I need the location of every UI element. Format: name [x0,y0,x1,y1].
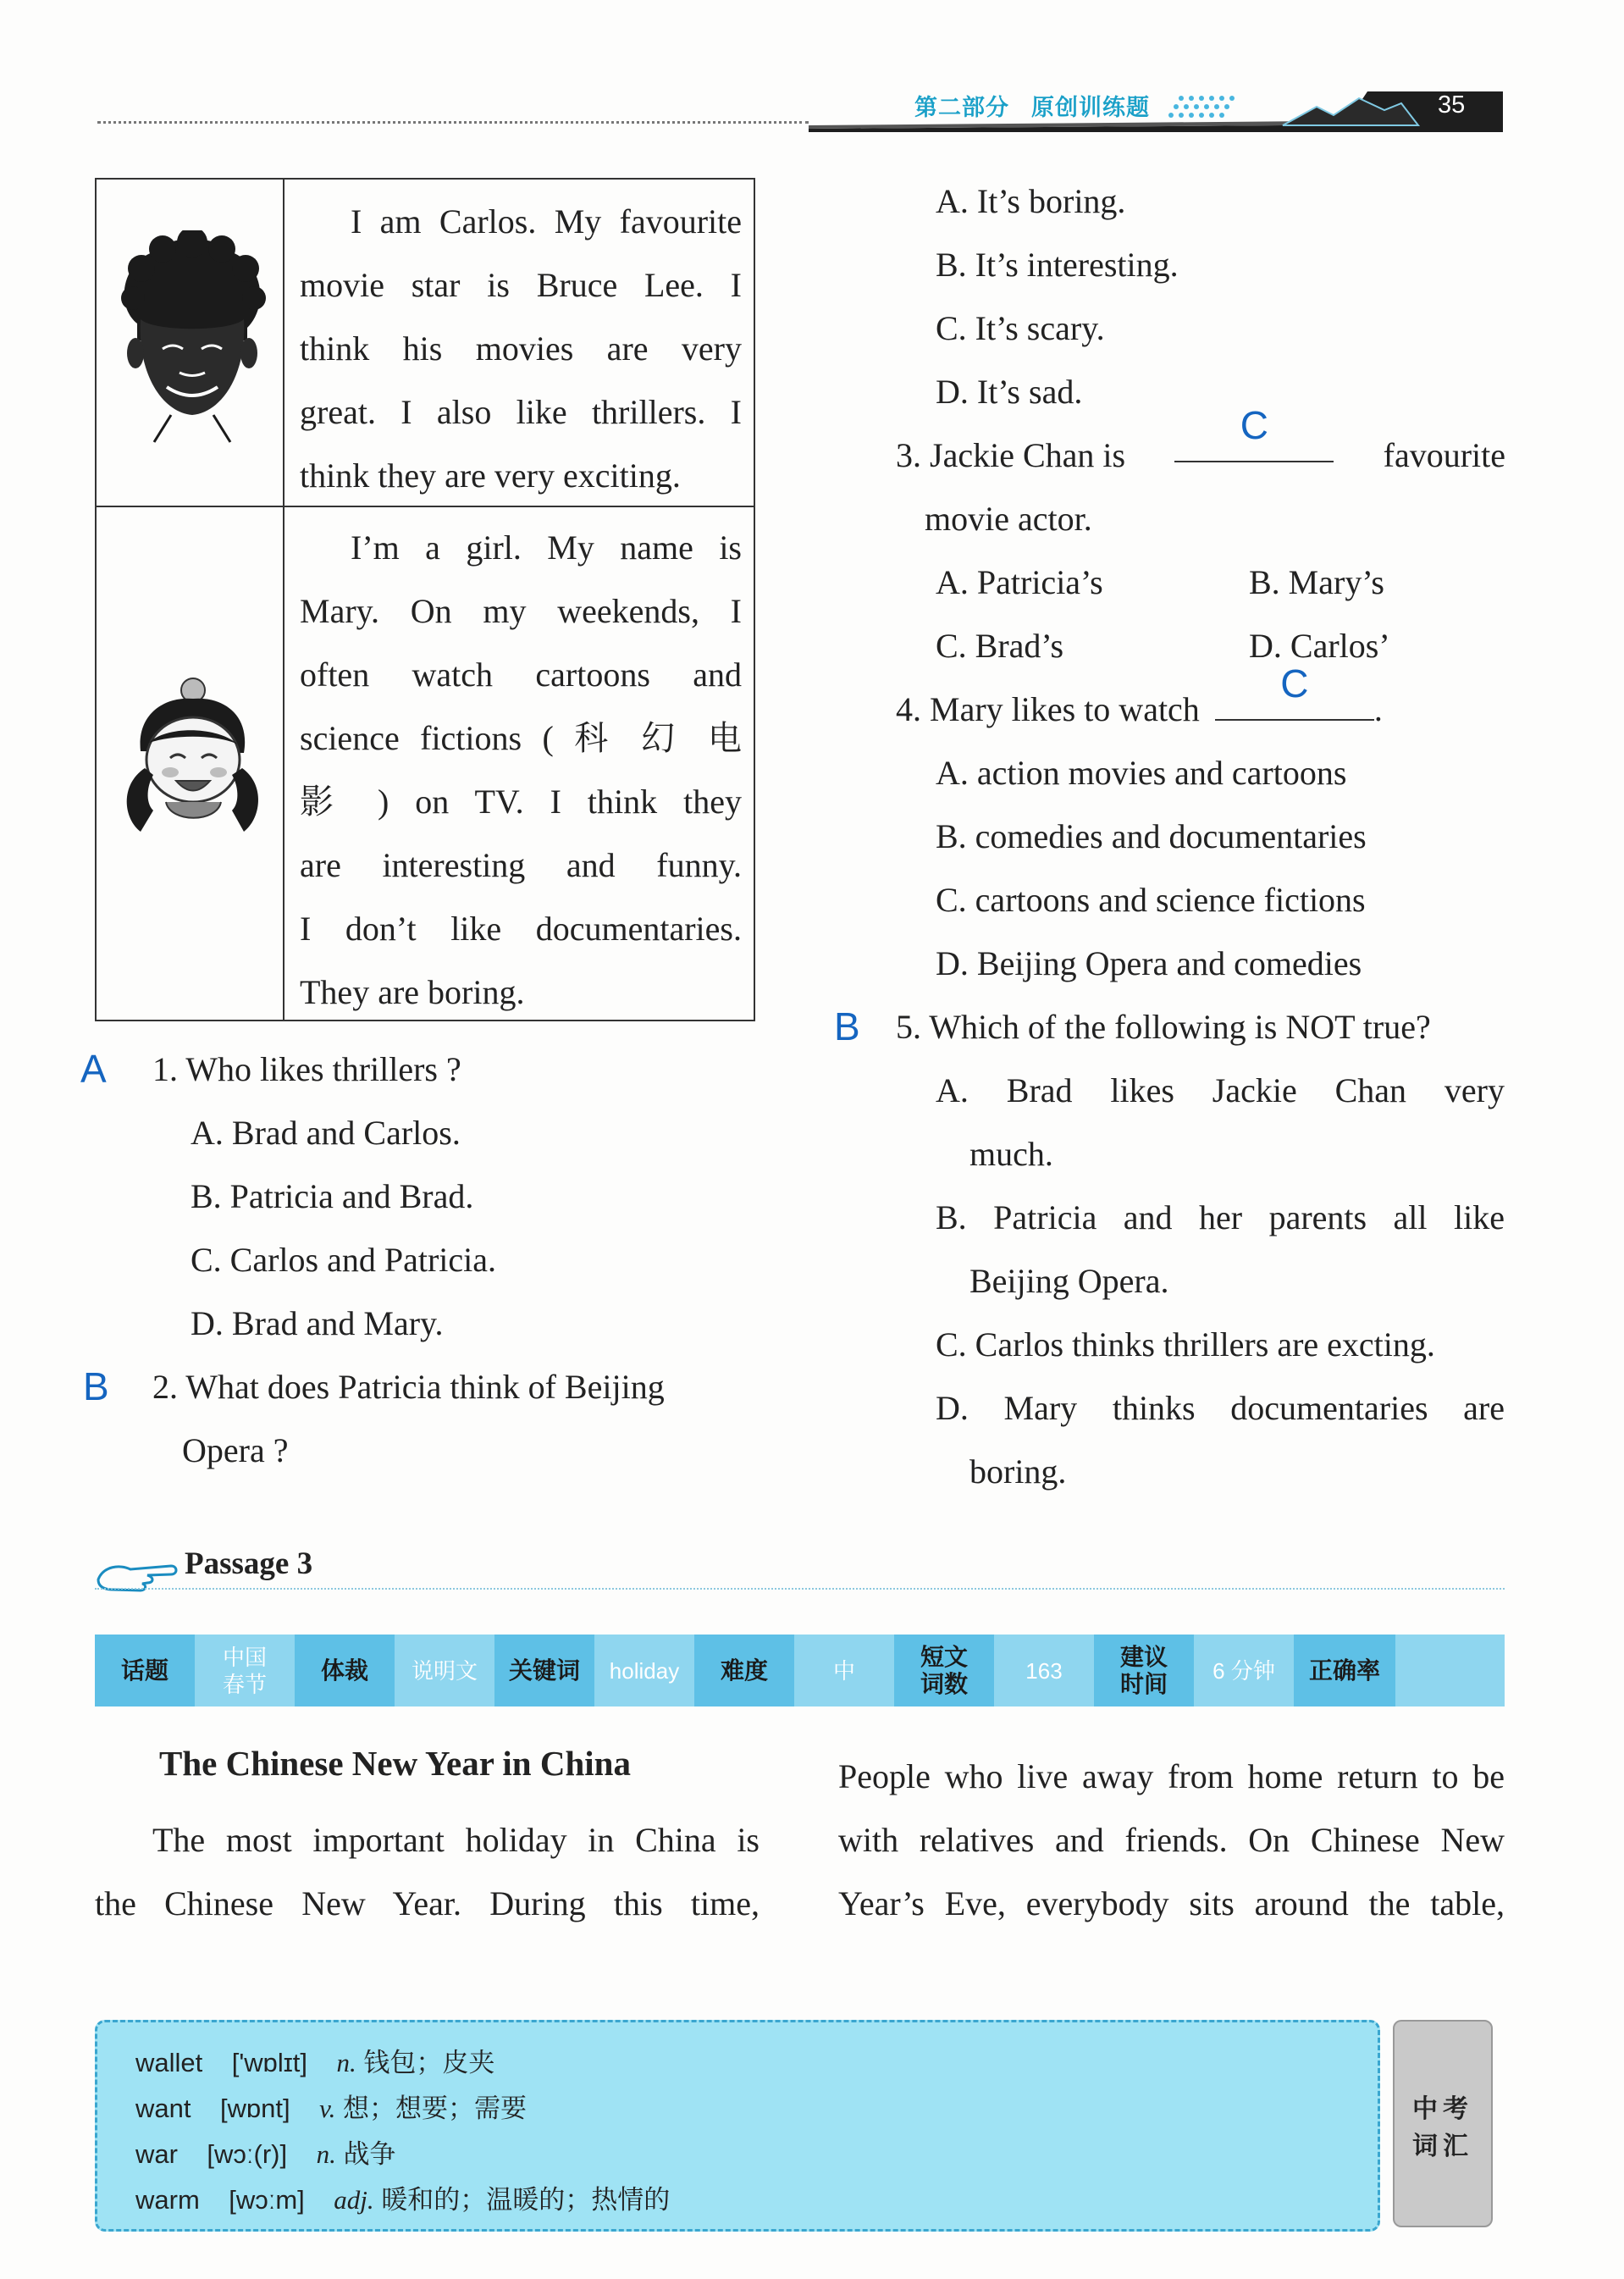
mary-text [300,516,742,1024]
text-line: are interesting and funny. [300,846,742,884]
story-table [95,178,755,1021]
q1-option-a: A. Brad and Carlos. [191,1114,461,1152]
vocab-tab-line2: 词汇 [1412,2132,1473,2161]
header-section: 第二部分 [914,95,1009,120]
vocab-word: warm [135,2185,200,2215]
difficulty-value: 中 [832,1657,855,1684]
article-left-column [95,1808,760,1935]
vocab-def: 战争 [343,2139,396,2170]
q3-stem-before: 3. Jackie Chan is [896,436,1126,474]
article-line: the Chinese New Year. During this time, [95,1884,760,1922]
text-line: think his movies are very [300,329,742,368]
q4-option-c: C. cartoons and science fictions [936,881,1366,919]
article-title: The Chinese New Year in China [159,1744,631,1783]
q5-option-a: A. Brad likes Jackie Chan very [936,1071,1505,1109]
q2-option-c: C. It’s scary. [936,309,1105,347]
text-line: often watch cartoons and [300,655,742,694]
vocab-def: 想；想要；需要 [342,2094,527,2124]
q3-option-a: A. Patricia’s [936,563,1103,601]
article-line: Year’s Eve, everybody sits around the table, [838,1884,1505,1922]
q5-option-d-cont: boring. [969,1452,1067,1491]
passage-label: Passage 3 [185,1546,313,1581]
text-line: think they are very exciting. [300,456,681,495]
topic-value [195,1635,295,1706]
article-line: with relatives and friends. On Chinese New [838,1821,1505,1859]
q5-answer: B [834,1004,860,1048]
vocab-def: 暖和的；温暖的；热情的 [381,2185,671,2215]
text-line: great. I also like thrillers. I [300,393,742,431]
keyword-value: holiday [609,1657,680,1684]
passage-dotted-rule [95,1588,1505,1590]
q2-stem-line2: Opera ? [182,1431,289,1469]
vocab-pos: n. [316,2139,336,2169]
q4-stem [896,661,1383,741]
keyword-label: 关键词 [494,1635,594,1706]
vocab-item [135,2087,527,2131]
q3-fill: C [1240,403,1268,447]
q3-stem-line2: movie actor. [925,500,1092,538]
text-line: I am Carlos. My favourite [351,202,742,241]
mary-illustration [115,675,268,844]
text-line: I don’t like documentaries. [300,910,742,948]
time-label [1094,1635,1194,1706]
q5-option-d: D. Mary thinks documentaries are [936,1389,1505,1427]
text-line: Mary. On my weekends, I [300,592,742,630]
vocab-tab-line1: 中考 [1412,2094,1473,2124]
q4-fill: C [1280,661,1309,705]
vocab-word: war [135,2139,178,2169]
header-subtitle: 原创训练题 [1031,95,1150,120]
vocab-word: want [135,2094,191,2123]
q2-option-b: B. It’s interesting. [936,246,1179,284]
q5-stem: 5. Which of the following is NOT true? [896,1008,1431,1046]
q1-stem: 1. Who likes thrillers ? [152,1050,461,1088]
carlos-text [300,190,742,507]
q5-option-c: C. Carlos thinks thrillers are excting. [936,1325,1435,1364]
vocab-item [135,2041,494,2085]
vocab-item [135,2132,395,2177]
accuracy-value [1395,1635,1505,1706]
time-label-line1: 建议 [1119,1643,1168,1670]
word-count-label [894,1635,994,1706]
topic-value-line1: 中国 [222,1644,267,1670]
vocab-word: wallet [135,2048,203,2077]
time-value: 6 分钟 [1212,1657,1275,1684]
carlos-illustration [112,230,273,451]
q4-stem-before: 4. Mary likes to watch [896,690,1200,728]
q5-option-b-cont: Beijing Opera. [969,1262,1169,1300]
text-line: They are boring. [300,973,525,1011]
q4-option-a: A. action movies and cartoons [936,754,1347,792]
header-dotted-rule [97,121,809,124]
text-line: 影 ) on TV. I think they [300,783,742,821]
vocab-item [135,2178,670,2222]
q2-stem-line1: 2. What does Patricia think of Beijing [152,1368,665,1406]
vocab-pos: v. [319,2094,336,2123]
vocab-pos: adj. [334,2185,374,2215]
q5-option-b: B. Patricia and her parents all like [936,1198,1505,1236]
topic-label: 话题 [95,1635,195,1706]
article-right-column [838,1745,1505,1935]
vocab-def: 钱包；皮夹 [363,2048,495,2078]
q2-option-d: D. It’s sad. [936,373,1083,411]
vocab-pos: n. [336,2048,356,2077]
header-section-title [914,89,1172,122]
q3-blank [1174,403,1334,462]
q4-option-b: B. comedies and documentaries [936,817,1367,855]
q3-option-d: D. Carlos’ [1249,627,1390,665]
vocab-box [95,2020,1380,2232]
q4-option-d: D. Beijing Opera and comedies [936,944,1362,982]
text-line: movie star is Bruce Lee. I [300,266,742,304]
page-number: 35 [1438,91,1466,119]
q2-option-a: A. It’s boring. [936,182,1126,220]
q1-option-b: B. Patricia and Brad. [191,1177,474,1215]
accuracy-label: 正确率 [1294,1635,1395,1706]
topic-value-line2: 春节 [222,1671,267,1697]
word-count-value: 163 [1025,1657,1063,1684]
q3-stem-after: favourite [1383,436,1505,474]
q2-answer: B [83,1364,109,1408]
article-line: People who live away from home return to be [838,1757,1505,1795]
vocab-phonetic: [wɒnt] [219,2094,290,2123]
word-count-label-line2: 词数 [920,1670,968,1697]
q1-answer: A [80,1047,107,1091]
text-line: science fictions ( 科 幻 电 [300,719,742,757]
q1-option-d: D. Brad and Mary. [191,1304,444,1342]
text-line: I’m a girl. My name is [351,528,742,567]
genre-value: 说明文 [411,1657,478,1684]
table-divider-vertical [283,180,284,1020]
word-count-label-line1: 短文 [920,1643,968,1670]
article-line: The most important holiday in China is [152,1821,760,1859]
vocab-phonetic: ['wɒlɪt] [231,2048,308,2077]
q5-option-a-cont: much. [969,1135,1053,1173]
vocab-phonetic: [wɔːm] [229,2185,305,2215]
vocab-phonetic: [wɔː(r)] [207,2139,288,2169]
q4-stem-after: . [1373,690,1383,728]
vocab-tab [1393,2020,1493,2227]
q4-blank [1215,661,1374,721]
q3-option-b: B. Mary’s [1249,563,1384,601]
passage-info-bar [95,1635,1505,1706]
q3-option-c: C. Brad’s [936,627,1064,665]
genre-label: 体裁 [295,1635,395,1706]
difficulty-label: 难度 [694,1635,794,1706]
q3-stem [896,403,1505,487]
time-label-line2: 时间 [1119,1670,1168,1697]
pointing-hand-icon [95,1554,180,1592]
q1-option-c: C. Carlos and Patricia. [191,1241,497,1279]
